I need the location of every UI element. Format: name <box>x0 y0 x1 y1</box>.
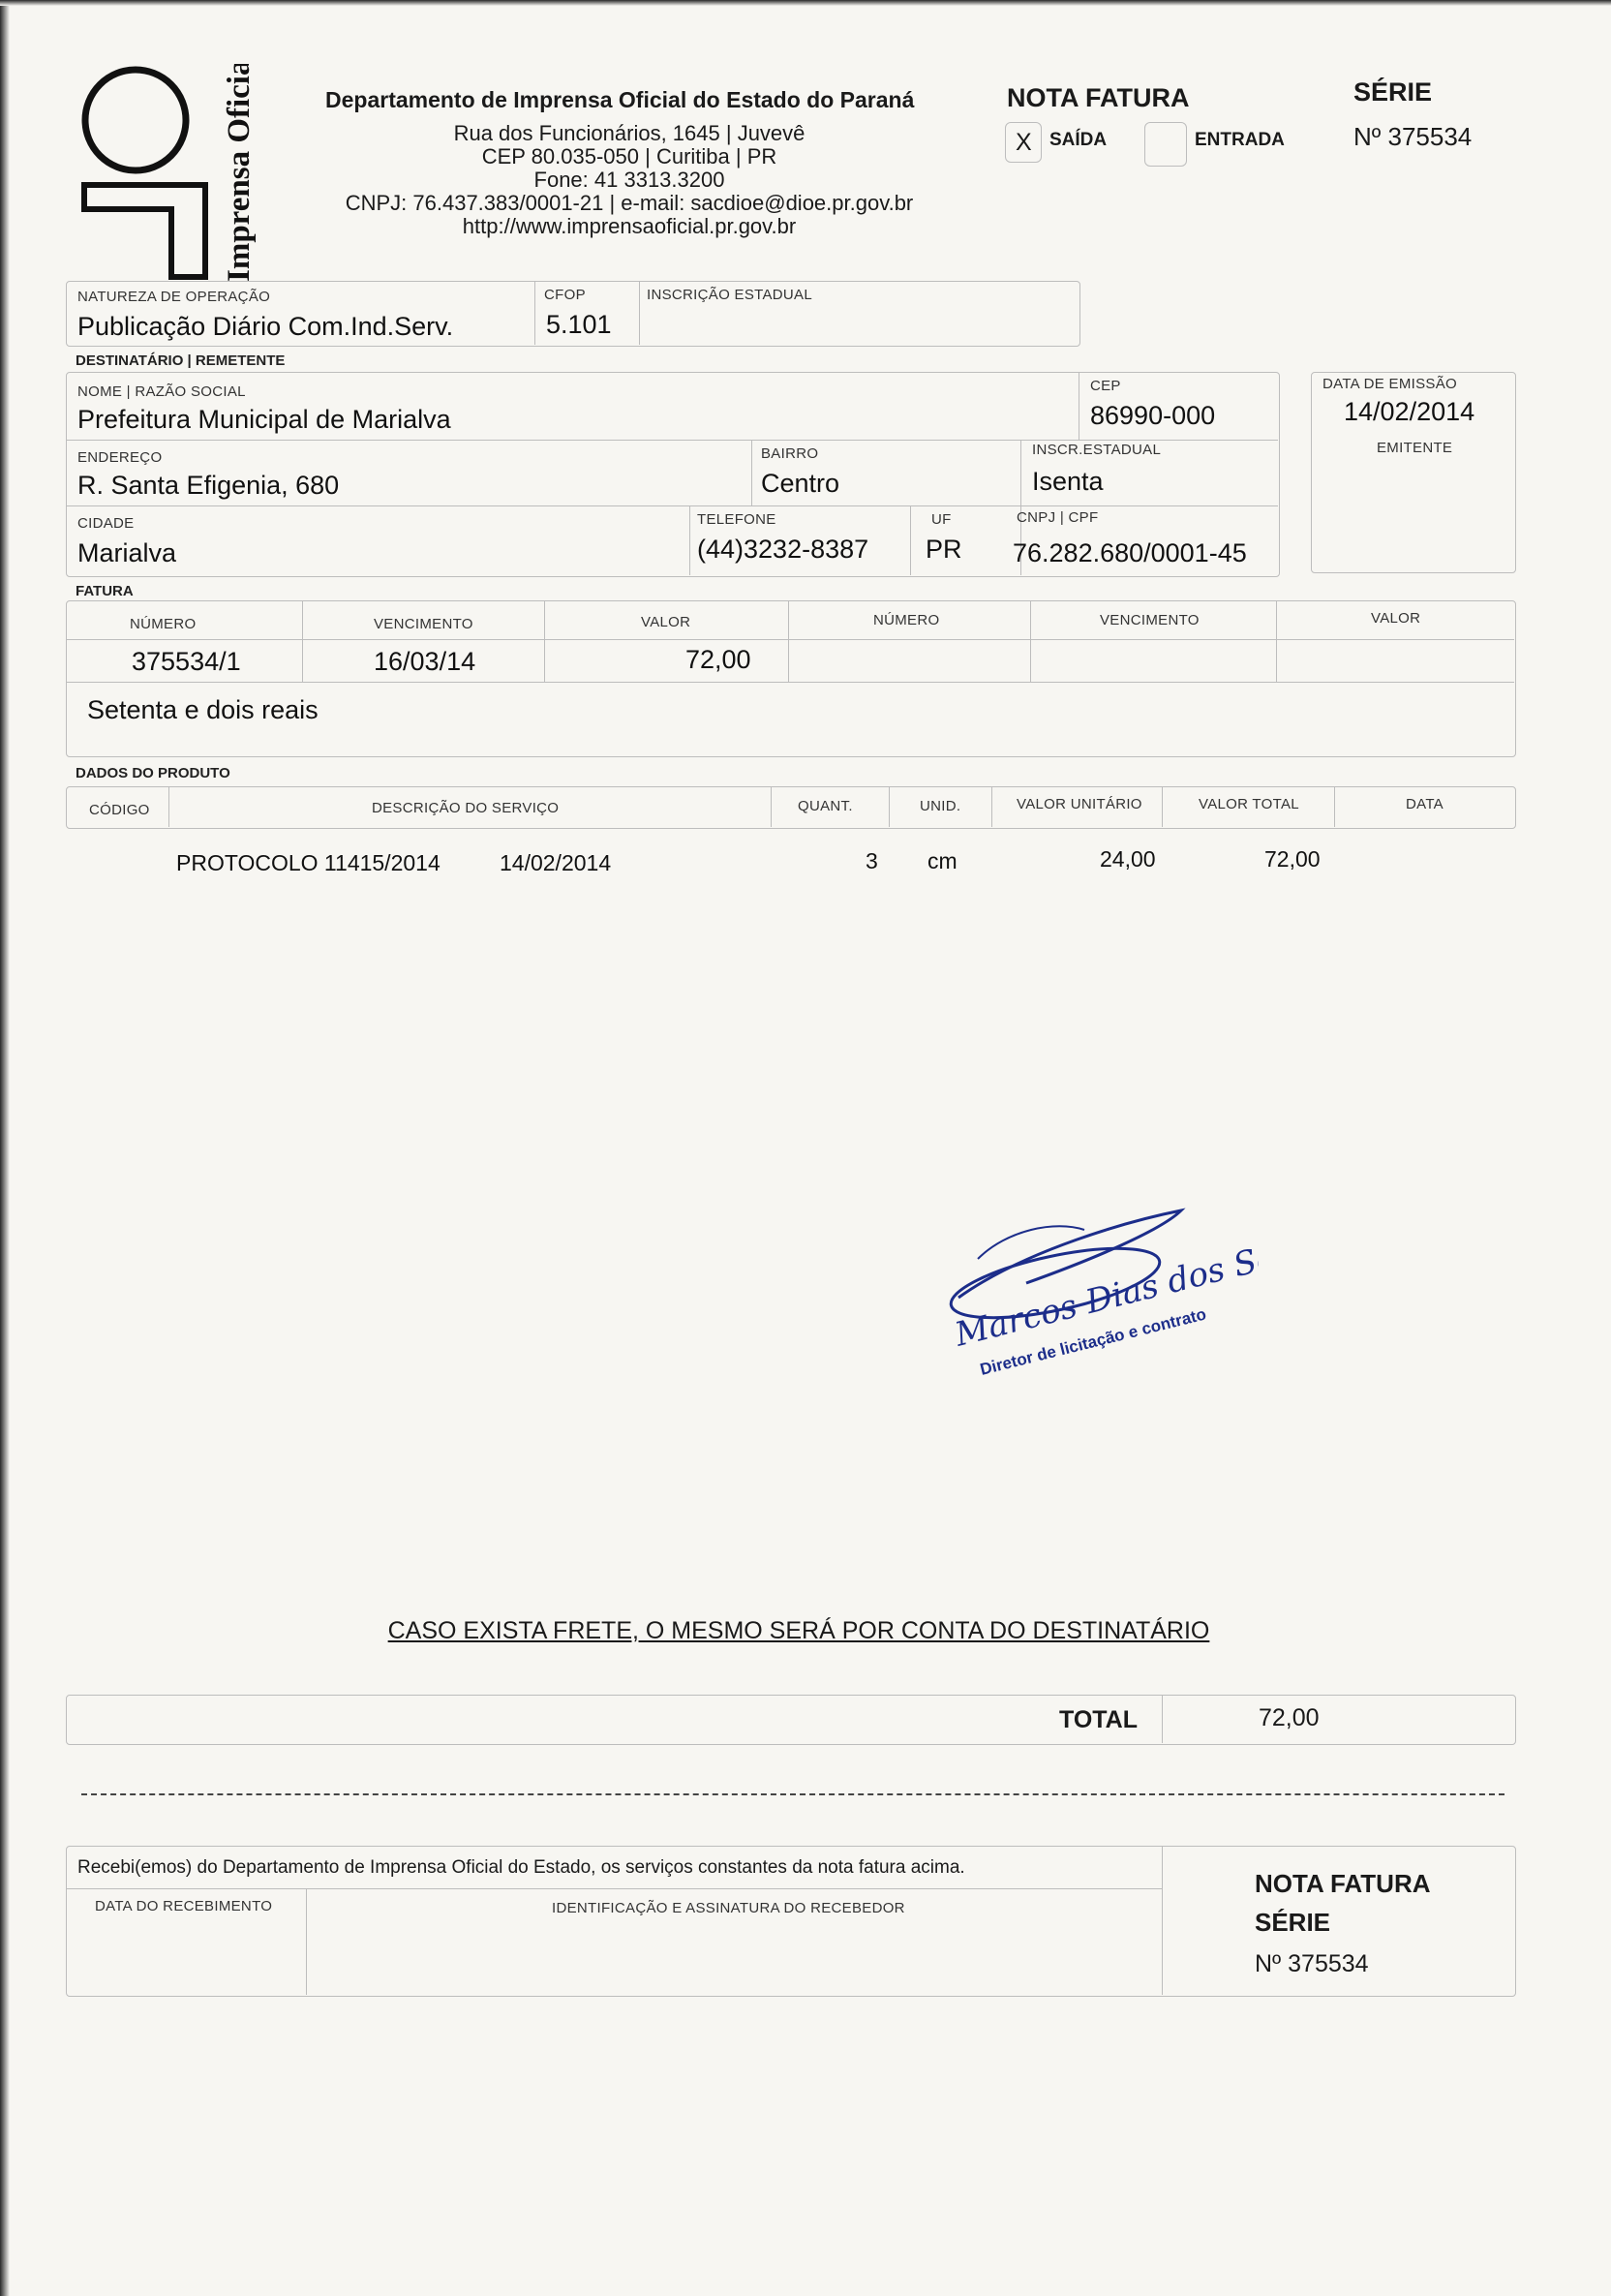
cidade-label: CIDADE <box>77 515 135 532</box>
issuer-cnpj-email: CNPJ: 76.437.383/0001-21 | e-mail: sacdioe@dioe.pr.gov.br <box>345 191 914 215</box>
issuer-logo <box>79 64 283 287</box>
scan-top-edge <box>0 0 1611 6</box>
nome-label: NOME | RAZÃO SOCIAL <box>77 383 246 400</box>
rec-tel-divider <box>689 505 690 575</box>
rec-bairro-divider <box>751 440 752 505</box>
total-label: TOTAL <box>1059 1706 1139 1733</box>
rec-row-line-2 <box>66 505 1278 506</box>
prod-div-1 <box>168 786 169 827</box>
cut-line <box>81 1793 1505 1795</box>
entrada-label: ENTRADA <box>1195 130 1285 150</box>
svg-text:Diretor de licitação e contrat: Diretor de licitação e contrato <box>978 1304 1208 1379</box>
product-description: PROTOCOLO 11415/2014 <box>176 850 441 875</box>
prod-div-5 <box>1162 786 1163 827</box>
saida-checkbox[interactable] <box>1005 122 1042 163</box>
uf-value: PR <box>926 535 962 564</box>
invoice-valor: 72,00 <box>685 645 751 674</box>
invoice-numero: 375534/1 <box>132 647 241 676</box>
emissao-label: DATA DE EMISSÃO <box>1322 376 1457 392</box>
inv-div-4 <box>1030 600 1031 682</box>
receipt-divider-mid <box>306 1888 307 1995</box>
invoice-header-numero-2: NÚMERO <box>873 612 940 628</box>
inv-div-3 <box>788 600 789 682</box>
inscr-value: Isenta <box>1032 467 1104 496</box>
emissao-value: 14/02/2014 <box>1344 397 1475 426</box>
total-divider <box>1162 1695 1163 1743</box>
receipt-line <box>66 1888 1162 1889</box>
rec-row-line-1 <box>66 440 1278 441</box>
product-quantity: 3 <box>866 848 878 873</box>
cidade-value: Marialva <box>77 538 177 567</box>
product-unit-value: 24,00 <box>1100 846 1156 872</box>
natureza-value: Publicação Diário Com.Ind.Serv. <box>77 312 454 341</box>
natureza-label: NATUREZA DE OPERAÇÃO <box>77 289 271 305</box>
product-header-valor-total: VALOR TOTAL <box>1199 796 1299 812</box>
prod-div-2 <box>771 786 772 827</box>
op-divider-2 <box>639 281 640 345</box>
receipt-number: Nº 375534 <box>1255 1950 1369 1977</box>
issuer-phone: Fone: 41 3313.3200 <box>533 168 725 192</box>
prod-div-3 <box>889 786 890 827</box>
svg-text:Imprensa Oficial: Imprensa Oficial <box>222 64 257 282</box>
product-header-codigo: CÓDIGO <box>89 802 150 818</box>
product-header-unid: UNID. <box>920 798 961 814</box>
invoice-vencimento: 16/03/14 <box>374 647 476 676</box>
op-divider-1 <box>534 281 535 345</box>
emitente-label: EMITENTE <box>1377 440 1453 456</box>
invoice-row-line <box>66 682 1514 683</box>
product-section-title: DADOS DO PRODUTO <box>76 765 230 781</box>
serie-label: SÉRIE <box>1353 77 1433 107</box>
cnpj-value: 76.282.680/0001-45 <box>1013 538 1247 567</box>
invoice-extenso: Setenta e dois reais <box>87 695 319 724</box>
receipt-date-label: DATA DO RECEBIMENTO <box>95 1898 273 1914</box>
entrada-checkbox[interactable] <box>1144 122 1187 167</box>
product-header-descricao: DESCRIÇÃO DO SERVIÇO <box>372 800 560 816</box>
cep-value: 86990-000 <box>1090 401 1216 430</box>
uf-label: UF <box>931 511 952 528</box>
product-header-data: DATA <box>1406 796 1444 812</box>
product-date: 14/02/2014 <box>500 850 612 875</box>
issuer-cep-city: CEP 80.035-050 | Curitiba | PR <box>481 144 777 168</box>
product-header-valor-unitario: VALOR UNITÁRIO <box>1017 796 1142 812</box>
ie-label: INSCRIÇÃO ESTADUAL <box>647 287 812 303</box>
invoice-box <box>66 600 1516 757</box>
saida-mark: X <box>1016 129 1032 156</box>
prod-div-4 <box>991 786 992 827</box>
doc-title: NOTA FATURA <box>1007 83 1190 112</box>
freight-notice: CASO EXISTA FRETE, O MESMO SERÁ POR CONTA DO DESTINATÁRIO <box>387 1617 1210 1644</box>
rec-uf-divider <box>910 505 911 575</box>
product-total-value: 72,00 <box>1264 846 1321 872</box>
bairro-value: Centro <box>761 469 840 498</box>
saida-label: SAÍDA <box>1049 130 1108 150</box>
doc-number: Nº 375534 <box>1353 122 1473 151</box>
endereco-value: R. Santa Efigenia, 680 <box>77 471 340 500</box>
receipt-title: NOTA FATURA <box>1255 1869 1431 1898</box>
product-unit: cm <box>927 848 957 873</box>
issuer-address-block <box>300 122 958 238</box>
recipient-section-title: DESTINATÁRIO | REMETENTE <box>76 352 286 369</box>
product-header-quant: QUANT. <box>798 798 853 814</box>
total-value: 72,00 <box>1259 1704 1320 1731</box>
cfop-value: 5.101 <box>546 310 612 339</box>
invoice-header-line <box>66 639 1514 640</box>
receipt-divider-right <box>1162 1846 1163 1995</box>
scan-left-edge <box>0 0 10 2296</box>
invoice-section-title: FATURA <box>76 583 134 599</box>
cfop-label: CFOP <box>544 287 586 303</box>
receipt-text: Recebi(emos) do Departamento de Imprensa Oficial do Estado, os serviços constantes da nota fatura acima. <box>77 1857 965 1878</box>
cep-label: CEP <box>1090 378 1121 394</box>
invoice-header-valor-2: VALOR <box>1371 610 1421 627</box>
receipt-id-label: IDENTIFICAÇÃO E ASSINATURA DO RECEBEDOR <box>552 1900 905 1916</box>
prod-div-6 <box>1334 786 1335 827</box>
inv-div-2 <box>544 600 545 682</box>
svg-text:Marcos Dias dos Santo: Marcos Dias dos Santo <box>951 1224 1259 1355</box>
invoice-header-vencimento-2: VENCIMENTO <box>1100 612 1200 628</box>
telefone-value: (44)3232-8387 <box>697 535 869 564</box>
handwritten-signature <box>939 1191 1259 1394</box>
issuer-name: Departamento de Imprensa Oficial do Estado do Paraná <box>325 87 915 112</box>
bairro-label: BAIRRO <box>761 445 819 462</box>
nome-value: Prefeitura Municipal de Marialva <box>77 405 451 434</box>
receipt-serie: SÉRIE <box>1255 1908 1331 1937</box>
invoice-header-numero: NÚMERO <box>130 616 197 632</box>
inscr-label: INSCR.ESTADUAL <box>1032 442 1162 458</box>
issuer-website: http://www.imprensaoficial.pr.gov.br <box>462 214 797 238</box>
inv-div-5 <box>1276 600 1277 682</box>
cnpj-label: CNPJ | CPF <box>1017 509 1099 526</box>
inv-div-1 <box>302 600 303 682</box>
invoice-header-vencimento: VENCIMENTO <box>374 616 473 632</box>
telefone-label: TELEFONE <box>697 511 776 528</box>
issuer-address: Rua dos Funcionários, 1645 | Juvevê <box>453 121 806 145</box>
invoice-header-valor: VALOR <box>641 614 691 630</box>
endereco-label: ENDEREÇO <box>77 449 163 466</box>
